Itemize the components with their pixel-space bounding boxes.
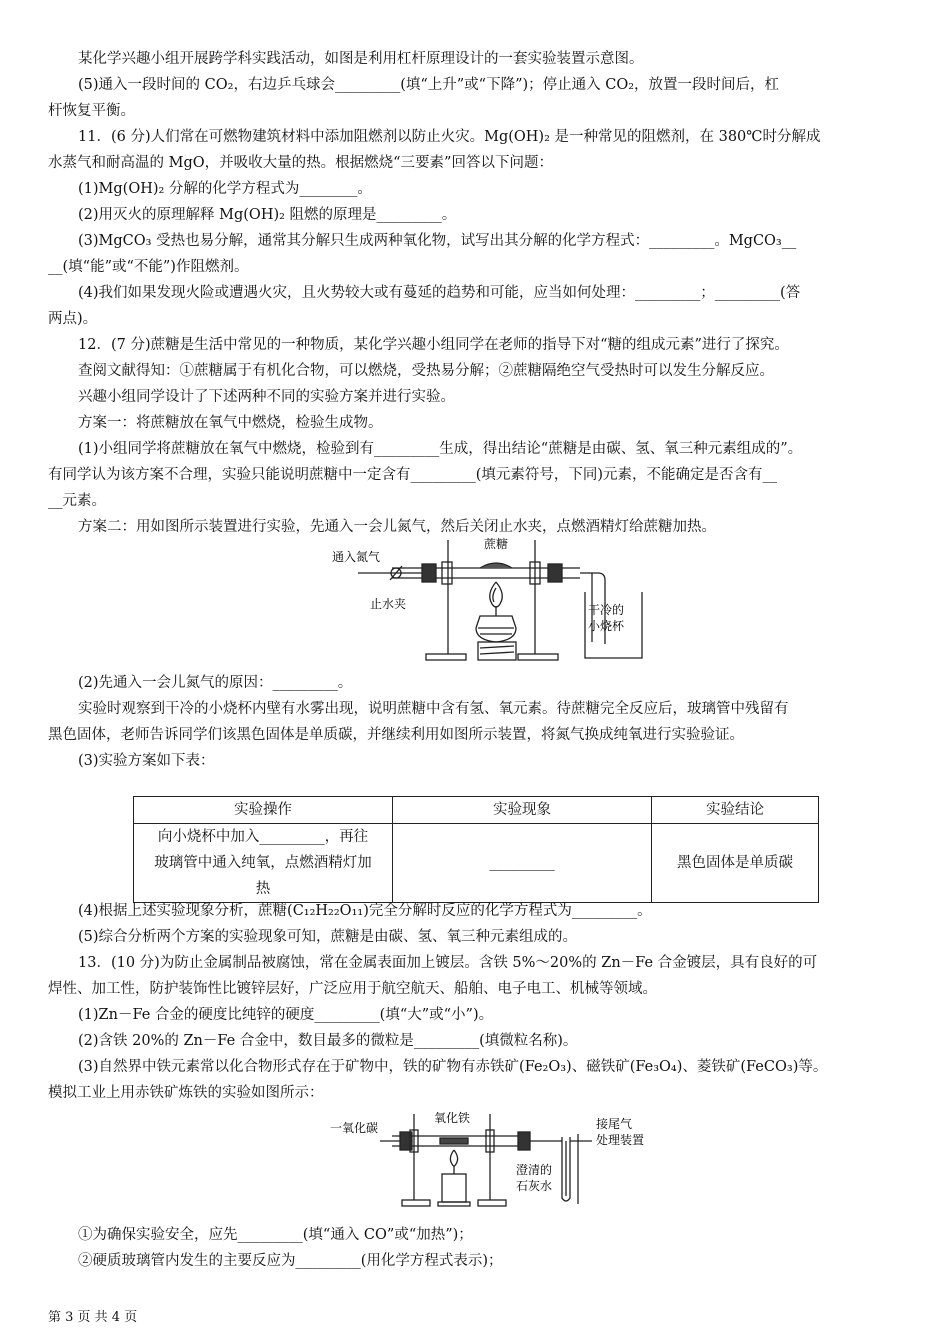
text-line: (5)通入一段时间的 CO₂，右边乒乓球会_________(填“上升”或“下降”)；停止通入 CO₂，放置一段时间后，杠 xyxy=(78,77,780,93)
label-limewater: 石灰水 xyxy=(516,1179,553,1193)
text-line: 实验时观察到干冷的小烧杯内壁有水雾出现，说明蔗糖中含有氢、氧元素。待蔗糖完全反应后，玻璃管中残留有 xyxy=(78,701,789,717)
text-line: (1)Zn－Fe 合金的硬度比纯锌的硬度_________(填“大”或“小”)。 xyxy=(78,1007,494,1023)
text-line: 方案二：用如图所示装置进行实验，先通入一会儿氮气，然后关闭止水夹，点燃酒精灯给蔗糖加热。 xyxy=(78,519,716,535)
label-iron-oxide: 氧化铁 xyxy=(434,1111,471,1125)
text-line: 有同学认为该方案不合理，实验只能说明蔗糖中一定含有_________(填元素符号，下同)元素，不能确定是否含有__ xyxy=(48,467,778,483)
question-11: 11．(6 分)人们常在可燃物建筑材料中添加阻燃剂以防止火灾。Mg(OH)₂ 是一种常见的阻燃剂，在 380℃时分解成 xyxy=(78,129,821,145)
label-sucrose: 蔗糖 xyxy=(484,537,509,551)
text-line: 方案一：将蔗糖放在氧气中燃烧，检验生成物。 xyxy=(78,415,383,431)
question-12: 12．(7 分)蔗糖是生活中常见的一种物质，某化学兴趣小组同学在老师的指导下对“糖的组成元素”进行了探究。 xyxy=(78,337,789,353)
table-header: 实验结论 xyxy=(652,797,819,824)
text-line: 模拟工业上用赤铁矿炼铁的实验如图所示： xyxy=(48,1085,324,1101)
sucrose-apparatus-figure xyxy=(330,536,650,666)
iron-smelting-figure xyxy=(330,1104,660,1212)
table-cell-phenomenon: _________ xyxy=(393,824,652,903)
text-line: (3)实验方案如下表： xyxy=(78,753,215,769)
text-line: (5)综合分析两个方案的实验现象可知，蔗糖是由碳、氢、氧三种元素组成的。 xyxy=(78,929,578,945)
table-row xyxy=(134,824,819,903)
text-line: (2)用灭火的原理解释 Mg(OH)₂ 阻燃的原理是_________。 xyxy=(78,207,457,223)
text-line: 杆恢复平衡。 xyxy=(48,103,135,119)
text-line: (2)先通入一会儿氮气的原因：_________。 xyxy=(78,675,353,691)
text-line: (1)小组同学将蔗糖放在氧气中燃烧，检验到有_________生成，得出结论“蔗糖是由碳、氢、氧三种元素组成的”。 xyxy=(78,441,803,457)
text-line: (3)MgCO₃ 受热也易分解，通常其分解只生成两种氧化物，试写出其分解的化学方程式：_________。MgCO₃__ xyxy=(78,233,797,249)
label-dry-cold: 干冷的 xyxy=(588,603,625,617)
text-line: ①为确保实验安全，应先_________(填“通入 CO”或“加热”)； xyxy=(78,1227,473,1243)
text-line: 黑色固体，老师告诉同学们该黑色固体是单质碳，并继续利用如图所示装置，将氮气换成纯氧进行实验验证。 xyxy=(48,727,744,743)
text-line: 某化学兴趣小组开展跨学科实践活动，如图是利用杠杆原理设计的一套实验装置示意图。 xyxy=(78,51,644,67)
text-line: ②硬质玻璃管内发生的主要反应为_________(用化学方程式表示)； xyxy=(78,1253,503,1269)
text-line: 水蒸气和耐高温的 MgO，并吸收大量的热。根据燃烧“三要素”回答以下问题： xyxy=(48,155,553,171)
table-cell-operation xyxy=(134,824,393,903)
text-line: (4)我们如果发现火险或遭遇火灾，且火势较大或有蔓延的趋势和可能，应当如何处理：_________；_________(答 xyxy=(78,285,801,301)
label-carbon-monoxide: 一氧化碳 xyxy=(330,1121,379,1135)
text-line: 兴趣小组同学设计了下述两种不同的实验方案并进行实验。 xyxy=(78,389,455,405)
table-cell-conclusion: 黑色固体是单质碳 xyxy=(652,824,819,903)
label-nitrogen-in: 通入氮气 xyxy=(332,550,381,564)
text-line: 焊性、加工性，防护装饰性比镀锌层好，广泛应用于航空航天、船舶、电子电工、机械等领域。 xyxy=(48,981,657,997)
text-line: (1)Mg(OH)₂ 分解的化学方程式为________。 xyxy=(78,181,372,197)
experiment-table xyxy=(133,796,819,903)
text-line: (4)根据上述实验现象分析，蔗糖(C₁₂H₂₂O₁₁)完全分解时反应的化学方程式为_________。 xyxy=(78,903,652,919)
question-13: 13．(10 分)为防止金属制品被腐蚀，常在金属表面加上镀层。含铁 5%～20%的 Zn－Fe 合金镀层，具有良好的可 xyxy=(78,955,818,971)
text-line: 查阅文献得知：①蔗糖属于有机化合物，可以燃烧，受热易分解；②蔗糖隔绝空气受热时可以发生分解反应。 xyxy=(78,363,774,379)
table-header-row xyxy=(134,797,819,824)
label-tail-gas: 接尾气 xyxy=(596,1117,633,1131)
operation-line: 玻璃管中通入纯氧，点燃酒精灯加 xyxy=(154,855,372,871)
text-line: (3)自然界中铁元素常以化合物形式存在于矿物中，铁的矿物有赤铁矿(Fe₂O₃)、磁铁矿(Fe₃O₄)、菱铁矿(FeCO₃)等。 xyxy=(78,1059,828,1075)
operation-line: 向小烧杯中加入_________，再往 xyxy=(157,829,369,845)
label-water-stop-clamp: 止水夹 xyxy=(370,597,407,611)
label-small-beaker: 小烧杯 xyxy=(588,619,625,633)
table-header: 实验操作 xyxy=(134,797,393,824)
label-treatment-device: 处理装置 xyxy=(596,1133,645,1147)
operation-line: 热 xyxy=(255,881,271,897)
text-line: __(填“能”或“不能”)作阻燃剂。 xyxy=(48,259,249,275)
table-header: 实验现象 xyxy=(393,797,652,824)
text-line: __元素。 xyxy=(48,493,106,509)
label-clear: 澄清的 xyxy=(516,1163,553,1177)
page-footer: 第 3 页 共 4 页 xyxy=(48,1310,138,1325)
text-line: 两点)。 xyxy=(48,311,98,327)
text-line: (2)含铁 20%的 Zn－Fe 合金中，数目最多的微粒是_________(填微粒名称)。 xyxy=(78,1033,578,1049)
